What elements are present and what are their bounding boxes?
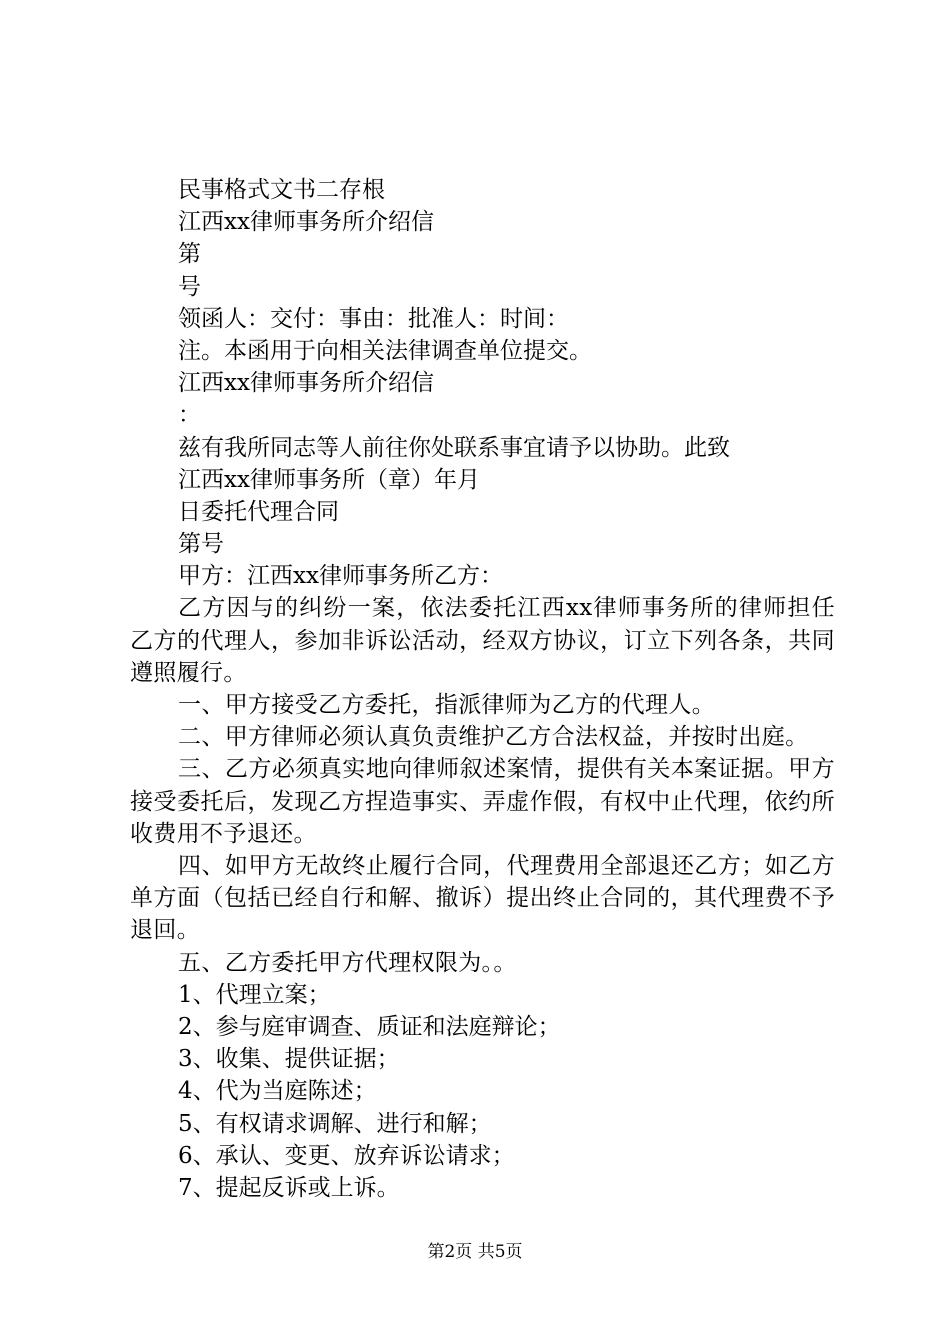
letter-title-second: 江西xx律师事务所介绍信 bbox=[178, 370, 434, 397]
number-prefix: 第 bbox=[178, 241, 201, 268]
clause-3: 三、乙方必须真实地向律师叙述案情，提供有关本案证据。甲方接受委托后，发现乙方捏造事实、弄虚作假，有权中止代理，依约所收费用不予退还。 bbox=[130, 756, 835, 847]
page-footer: 第2页 共5页 bbox=[427, 1242, 523, 1262]
document-body bbox=[130, 174, 835, 1204]
list-item: 1、代理立案； bbox=[178, 981, 331, 1008]
doc-title-stub: 民事格式文书二存根 bbox=[178, 177, 385, 203]
list-item: 5、有权请求调解、进行和解； bbox=[178, 1110, 492, 1137]
clause-5: 五、乙方委托甲方代理权限为。。 bbox=[178, 949, 517, 976]
letter-note: 注。本函用于向相关法律调查单位提交。 bbox=[178, 337, 592, 364]
receiver-fields: 领函人：交付：事由：批准人：时间： bbox=[178, 305, 569, 332]
contract-parties: 甲方：江西xx律师事务所乙方： bbox=[178, 563, 503, 590]
number-suffix: 号 bbox=[178, 273, 201, 300]
list-item: 7、提起反诉或上诉。 bbox=[178, 1175, 400, 1201]
contract-number: 第号 bbox=[178, 531, 224, 558]
contract-preamble: 乙方因与的纠纷一案，依法委托江西xx律师事务所的律师担任乙方的代理人，参加非诉讼活动，经双方协议，订立下列各条，共同遵照履行。 bbox=[130, 595, 835, 686]
list-item: 3、收集、提供证据； bbox=[178, 1046, 400, 1073]
letter-signature: 江西xx律师事务所（章）年月 bbox=[178, 466, 480, 493]
clause-1: 一、甲方接受乙方委托，指派律师为乙方的代理人。 bbox=[178, 692, 716, 719]
contract-title: 日委托代理合同 bbox=[178, 498, 339, 525]
list-item: 6、承认、变更、放弃诉讼请求； bbox=[178, 1142, 515, 1169]
letter-body: 兹有我所同志等人前往你处联系事宜请予以协助。此致 bbox=[178, 434, 730, 461]
letter-title: 江西xx律师事务所介绍信 bbox=[178, 209, 434, 236]
list-item: 4、代为当庭陈述； bbox=[178, 1078, 377, 1105]
list-item: 2、参与庭审调查、质证和法庭辩论； bbox=[178, 1014, 561, 1041]
clause-2: 二、甲方律师必须认真负责维护乙方合法权益，并按时出庭。 bbox=[178, 724, 809, 751]
addressee-colon: ： bbox=[178, 402, 201, 429]
clause-4: 四、如甲方无故终止履行合同，代理费用全部退还乙方；如乙方单方面（包括已经自行和解、撤诉）提出终止合同的，其代理费不予退回。 bbox=[130, 853, 835, 944]
